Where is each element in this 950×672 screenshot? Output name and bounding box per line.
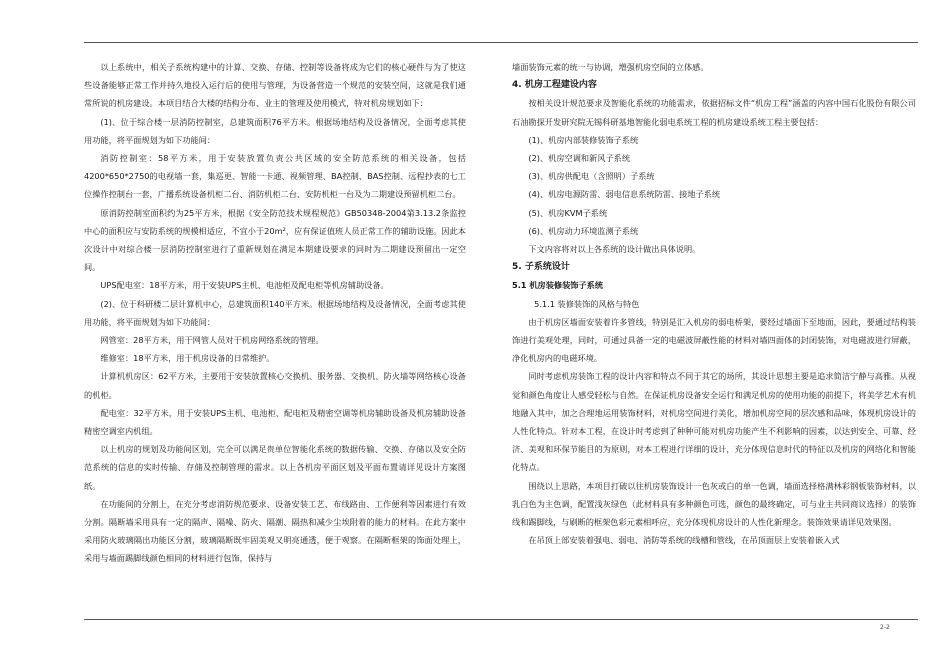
paragraph: 网管室：28平方米，用于网管人员对于机房网络系统的管理。 (100, 335, 324, 346)
section-heading: 4. 机房工程建设内容 (512, 80, 597, 91)
paragraph: 在吊顶上部安装着强电、弱电、消防等系统的线槽和管线，在吊顶面层上安装着嵌入式 (528, 535, 840, 546)
paragraph: 配电室：32平方米，用于安装UPS主机、电池柜、配电柜及精密空调等机房辅助设备及机房辅助设备精密空调室内机组。 (84, 407, 466, 437)
paragraph: 维修室：18平方米，用于机房设备的日常维护。 (100, 353, 275, 364)
paragraph: 计算机机房区：62平方米，主要用于安装放置核心交换机、服务器、交换机、防火墙等网络核心设备的机柜。 (84, 371, 466, 400)
list-item: (4)、机房电源防雷、弱电信息系统防雷、接地子系统 (528, 189, 721, 200)
paragraph: 原消防控制室面积约为25平方米，根据《安全防范技术规程规范》GB50348-2004第3.13.2条监控中心的面积应与安防系统的规模相适应，不宜小于20m²，应有保证值班人员正常工作的辅助设施。因此本次设计中对综合楼一层消防控制室进行了重新规划在满足本期建设要求的同时为二期建设预留出一定空间。 (84, 207, 466, 273)
paragraph: 由于机房区墙面安装着许多管线，特别是汇入机房的弱电桥架，要经过墙面下至地面，因此，要通过结构装饰进行美观处理，同时，可通过具备一定的电磁波屏蔽性能的材料对墙四面体的封闭装饰，对电磁波进行屏蔽，净化机房内的电磁环境。 (512, 316, 916, 364)
list-item: (3)、机房供配电（含照明）子系统 (528, 171, 655, 182)
left-column (84, 58, 466, 568)
subsection-heading: 5.1 机房装修装饰子系统 (512, 280, 604, 291)
subsubsection-heading: 5.1.1 装修装饰的风格与特色 (534, 298, 640, 309)
paragraph: 以上系统中，相关子系统构建中的计算、交换、存储、控制等设备将成为它们的核心硬件与为了使这些设备能够正常工作并持久地投入运行后的使用与管理，为设备营造一个规范的安装空间，这就是我们通常所说的机房建设。本项目结合大楼的结构分布、业主的管理及使用模式，特对机房规划如下： (84, 62, 466, 109)
list-item: (6)、机房动力环境监测子系统 (528, 225, 639, 236)
paragraph: 以上机房的规划及功能间区划，完全可以满足贵单位智能化系统的数据传输、交换、存储以及安全防范系统的信息的实时传输、存储及控制管理的需求。以上各机房平面区划及平面布置请详见设计方案图纸。 (84, 444, 466, 491)
paragraph: 消防控制室：58平方米，用于安装放置负责公共区域的安全防范系统的相关设备，包括4200*650*2750的电视墙一套，集巡更、智能一卡通、视频管理、BA控制、BAS控制、远程抄表的七工位操作控制台一套，广播系统设备机柜二台、消防机柜二台、安防机柜一台及为二期建设预留机柜二台。 (84, 153, 466, 200)
list-item: (1)、机房内部装修装饰子系统 (528, 134, 639, 145)
paragraph: 墙面装饰元素的统一与协调，增强机房空间的立体感。 (512, 62, 709, 72)
paragraph: (2)、位于科研楼二层计算机中心，总建筑面积140平方米。根据场地结构及设备情况，全面考虑其使用功能，将平面规划为如下功能间： (84, 298, 466, 327)
header-rule (84, 42, 918, 43)
paragraph: 在功能间的分割上，在充分考虑消防规范要求、设备安装工艺、布线路由、工作便利等因素进行有效分割。隔断墙采用具有一定的隔声、隔噪、防火、隔潮、隔热和减少尘埃附着的能力的材料。在此方案中采用防火玻璃隔出功能区分割，玻璃隔断既牢固美观又明亮通透，便于观察。在隔断框架的饰面处理上，采用与墙面踢脚线颜色相同的材料进行包饰，保持与 (84, 498, 466, 564)
footer-rule (84, 619, 918, 620)
list-item: (5)、机房KVM子系统 (528, 207, 608, 218)
paragraph: 下文内容将对以上各系统的设计做出具体说明。 (528, 244, 701, 255)
paragraph: UPS配电室：18平方米，用于安装UPS主机、电池柜及配电柜等机房辅助设备。 (100, 280, 389, 291)
page-number: 2-2 (880, 624, 890, 631)
list-item: (2)、机房空调和新风子系统 (528, 153, 631, 164)
right-column (512, 58, 916, 549)
section-heading: 5. 子系统设计 (512, 262, 570, 273)
paragraph: 同时考虑机房装饰工程的设计内容和特点不同于其它的场所，其设计思想主要是追求简洁宁静与高雅。从视觉和颜色角度让人感受轻松与自然。在保证机房设备安全运行和满足机房的使用功能的前提下，将美学艺术有机地融入其中，加之合理地运用装饰材料，对机房空间进行美化，增加机房空间的层次感和品味，体现机房设计的人性化特点。针对本工程，在设计时考虑到了种种可能对机房功能产生不利影响的因素，以达到安全、可靠、经济、美观和环保节能目的为原则，对本工程进行详细的设计，充分体现信息时代的特征以及机房的网络化和智能化特点。 (512, 371, 916, 473)
paragraph: 围绕以上思路，本项目打破以往机房装饰设计一色灰或白的单一色调，墙面选择格满林彩钢板装饰材料，以乳白色为主色调，配置浅灰绿色（此材料具有多种颜色可选，颜色的最终确定，可与业主共同商议选择）的装饰线和踢脚线，与刷断的框架色彩元素相呼应，充分体现机房设计的人性化新理念。装饰效果请详见效果图。 (512, 480, 916, 528)
paragraph: 按相关设计规范要求及智能化系统的功能需求，依据招标文件“机房工程”涵盖的内容中国石化股份有限公司石油勘探开发研究院无锡科研基地智能化弱电系统工程的机房建设系统工程主要包括： (512, 98, 916, 127)
paragraph: (1)、位于综合楼一层消防控制室，总建筑面积76平方米。根据场地结构及设备情况，全面考虑其使用功能，将平面规划为如下功能间： (84, 116, 466, 145)
